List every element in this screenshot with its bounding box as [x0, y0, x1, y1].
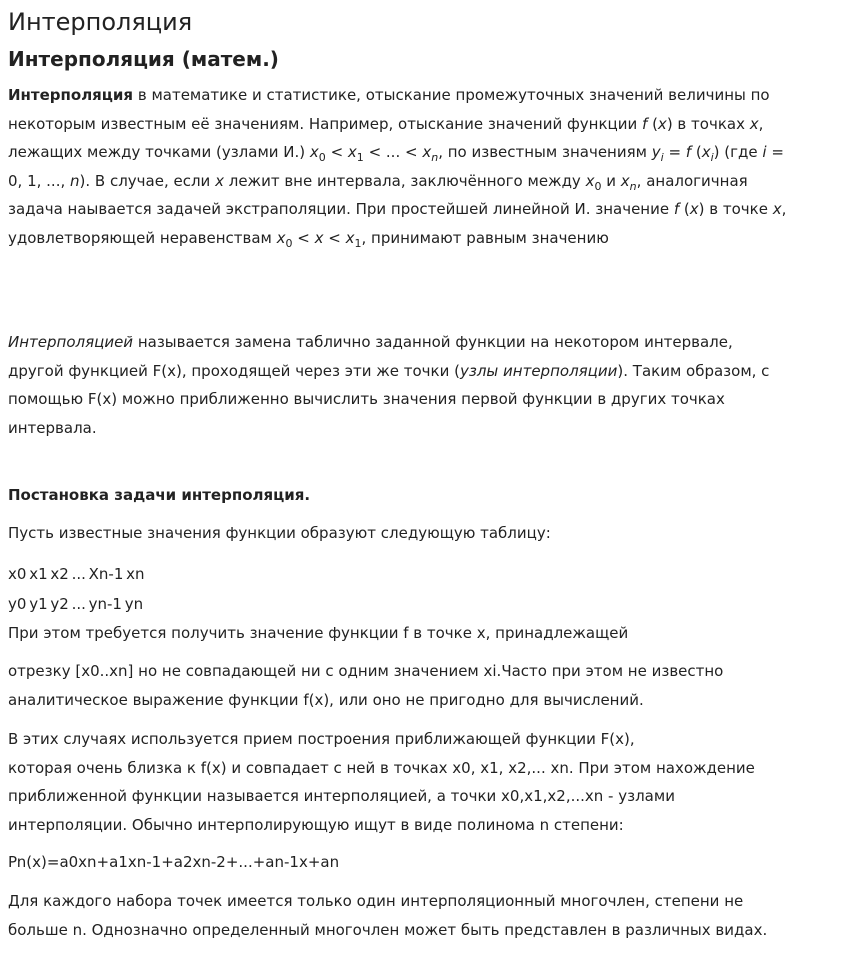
paragraph-uniqueness: Для каждого набора точек имеется только один интерполяционный многочлен, степени не больше n. Однозначно определенный многочлен может быть представлен в различных видах. — [8, 892, 768, 939]
table-row-x: x0 x1 x2 ... Xn-1 xn — [8, 565, 145, 583]
section-heading: Постановка задачи интерполяция. — [8, 486, 311, 504]
intro-paragraph: Интерполяция в математике и статистике, отыскание промежуточных значений величины по некоторым известным её значениям. Например, отыскание значений функции f (x) в точках x, лежащих между точками (узлами И.) $x_0 < x_1$ < ... < $x_n$, по известным значениям $y_i = f$ $(x_i)$ (где i = 0, 1, ..., n). В случае, если x лежит вне интервала, заключённого между $x_0$ и $x_n$, аналогичная задача наывается задачей экстраполяции. При простейшей линейной И. значение f (x) в точке x, удовлетворяющей неравенствам $x_0 < x < x_1$, принимают равным значению — [8, 86, 787, 250]
paragraph-segment: отрезку [x0..xn] но не совпадающей ни с одним значением xi.Часто при этом не известно аналитическое выражение функции f(x), или оно не пригодно для вычислений. — [8, 662, 724, 709]
article-subtitle: Интерполяция (матем.) — [8, 47, 279, 71]
paragraph-approximation: В этих случаях используется прием построения приближающей функции F(x), которая очень близка к f(x) и совпадает с ней в точках x0, x1, x2,... xn. При этом нахождение приближенной функции называется интерполяцией, а точки x0,x1,x2,...xn - узлами интерполяции. Обычно интерполирующую ищут в виде полинома n степени: — [8, 730, 755, 834]
term-bold: Интерполяция — [8, 86, 134, 104]
term-italic: Интерполяцией — [8, 333, 134, 351]
paragraph-requirement: При этом требуется получить значение функции f в точке x, принадлежащей — [8, 624, 629, 642]
page-title: Интерполяция — [8, 8, 193, 36]
definition-paragraph: Интерполяцией называется замена таблично заданной функции на некотором интервале, другой функцией F(x), проходящей через эти же точки (узлы интерполяции). Таким образом, с помощью F(x) можно приближенно вычислить значения первой функции в других точках интервала. — [8, 333, 770, 437]
polynomial-formula: Pn(x)=a0xn+a1xn-1+a2xn-2+...+an-1x+an — [8, 853, 340, 871]
table-row-y: y0 y1 y2 ... yn-1 yn — [8, 595, 144, 613]
paragraph-table-intro: Пусть известные значения функции образуют следующую таблицу: — [8, 524, 551, 542]
